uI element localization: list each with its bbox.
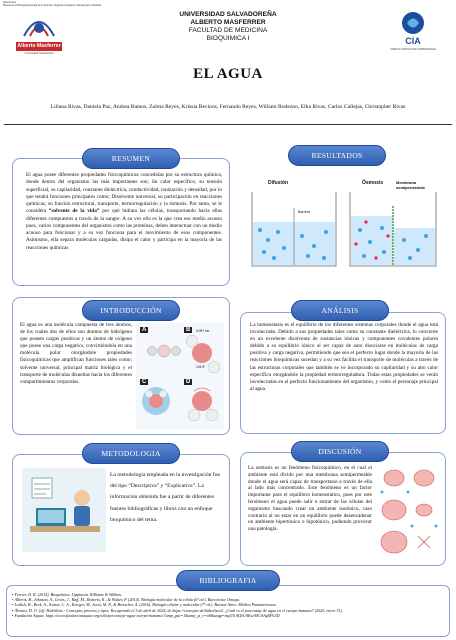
bibliography-list	[12, 592, 446, 618]
discusion-text: La osmosis es un fenómeno fisicoquímico, en el cual el ambiente está divido por una membrana semipermeable donde el agua será capaz de transportarse a través de ella al lado más concentrado. Este fenómeno es un factor importante para el equilibrio homeostático, pues por este fenómeno el agua puede salir o entrar de las células del organismo buscando crear un ambiente isotónico, caso contrario al no estar en un equilibrio puede desencadenar un ambiente hipertónico o hipotónico, pudiendo provocar una patología.	[248, 465, 372, 533]
university-name: UNIVERSIDAD SALVADOREÑA	[179, 11, 277, 18]
label-difusion: Difusión	[268, 180, 288, 186]
introduccion-text: El agua es una molécula compuesta de tres átomos, de los cuales dos de ellos son átomos de hidrógeno que poseen cargas positivas y un átomo de oxígeno que posee una carga negativa, convirtiéndola en una molécula polar otorgándole propiedades fisicoquímicas que amplifican funciones tales como: solvente universal, principal matriz biológica y el transporte de moléculas disueltas hacia los diferentes compartimientos corporales.	[20, 322, 132, 385]
research-illustration	[22, 468, 106, 552]
logo-left-sub: Universidad Salvadoreña	[24, 52, 54, 55]
university-logo	[4, 6, 74, 66]
meta-line-2: Manual de la Biologia Elemental de la Quimica. Organica Inorganica. Manual para el Estudio	[3, 3, 102, 7]
panel-c-label: C	[142, 379, 147, 385]
logo-right-text: CIA	[405, 36, 421, 46]
resumen-heading: RESUMEN	[82, 148, 180, 169]
reference-item: • Ferrier, D. R. (2014). Bioquímica. Lippincott Williams & Wilkins.	[12, 592, 446, 597]
bibliografia-heading: BIBLIOGRAFIA	[176, 570, 280, 591]
resumen-text-a: El agua posee diferentes propiedades fisicoquímicas concedidas por su estructura química, donde dentro del organismo las más importantes son; Su calor específico, su tensión superficial, su capilaridad, constante dieléctrica, conductividad, ionización y densidad, por lo que tendrá funciones principales como; Disolvente universal, su participación en reacciones químicas, su función estructural, transporte, termorregulación y la ósmosis. Por tanto, se le considera	[26, 172, 222, 215]
metodologia-text: La metodología empleada en la investigación fue del tipo “Descriptiva” y “Explicativa”. La información obtenida fue a partir de diferentes fuentes bibliográficas y libros con un enfoque bioquímico del tema.	[110, 472, 220, 523]
metodologia-heading: METODOLOGIA	[82, 443, 180, 464]
panel-b-label: B	[186, 327, 191, 333]
header-block	[110, 11, 346, 43]
reference-item: • Fundación Aquae. https://www.fundacionaquae.org/wiki/porcentaje-agua-cuerpo-humano/?amp_gsa=1&amp_js_v=a9&usqp=mq331AQIUAKwASCAAgM%3D	[12, 613, 446, 618]
reference-item: • Lodish, H., Berk, A., Kaiser, C. A., Krieger, M., Scott, M. P., & Bretscher, A. (2016). Biología celular y molecular (7ª ed.). Buenos Aires: Médica Panamericana.	[12, 602, 446, 607]
header-divider	[4, 124, 452, 125]
osmosis-diagram	[238, 170, 448, 282]
analisis-text: La homeostasis es el equilibrio de los diferentes sistemas corporales donde el agua está involucrado. Debido a sus propiedades tales como su constante dieléctrica, lo convierte en un excelente disolvente de sustancias iónicas y componentes covalentes polares debido a su equilibrio iónico al ser capaz de auto disociarse en moléculas de carga positiva y carga negativa, permitiendo que sea el perfecto lugar donde la mayoría de las reacciones bioquímicas sucedan y a su vez facilita el transporte de moléculas a través de las estructuras corporales que también se ve incorporado su capilaridad y su alto calor específico otorgándole la propiedad termorreguladora. Todas estas propiedades se verán involucradas en el perfecto funcionamiento del organismo, y como el personaje principal al agua.	[250, 322, 438, 392]
authors-line: Liliana Rivas, Daniela Paz, Andrea Ramos, Zulma Reyes, Krissia Recinos, Fernando Reyes, William Rodezno, Elba Rivas, Carlos Callejas, Christopher Rivas	[50, 104, 406, 110]
resumen-text	[26, 172, 222, 252]
meta-line-1: Referencias	[3, 1, 16, 4]
poster-title: EL AGUA	[193, 66, 263, 82]
resultados-heading: RESULTADOS	[288, 145, 386, 166]
university-subname: ALBERTO MASFERRER	[190, 19, 266, 26]
resumen-text-bold: “solvente de la vida”	[48, 208, 100, 215]
course-name: BIOQUIMICA I	[206, 35, 250, 42]
bond-length-label: 0.097 nm	[196, 329, 210, 333]
discusion-heading: DISCUSIÓN	[291, 441, 389, 462]
introduccion-heading: INTRODUCCIÓN	[82, 300, 180, 321]
label-osmosis: Ósmosis	[362, 180, 384, 186]
reference-item: • Alberts, B., Johnson, A., Lewis, J., Raff, M., Roberts, K., & Walter, P. (2014). Biología molecular de la célula (6ª ed.). Barcelona: Omega.	[12, 597, 446, 602]
logo-left-text: Alberto Masferrer	[17, 43, 61, 49]
cell-tonicity-figure	[374, 462, 442, 560]
label-membrana: Membrana semipermeable	[396, 180, 426, 190]
bond-angle-label: 104.5°	[196, 365, 206, 369]
reference-item: • Álvarez, D. O. (sf). Hidrólisis - Concepto, proceso y tipos. Recuperado el 3 de abril de 2024, de https://concepto.de/hidrolisis/2. ¿Cuál es el porcentaje de agua en el cuerpo humano? (2020, enero 31).	[12, 608, 446, 613]
label-barrera: Barrera	[298, 210, 310, 214]
analisis-heading: ANÁLISIS	[291, 300, 389, 321]
resumen-text-b: por qué hidrata las células, transportando hacia ellas diferentes compuestos a través de la sangre. A su vez ella es la que crea ese medio acuoso pues, varios componentes del organismo como las proteínas, deben interactuar con un medio acuoso para funcionar y a su vez funciona para el movimiento de esos componentes. Asimismo, ella separa moléculas cargadas, disipa el calor y participa en la mayoría de las reacciones químicas	[26, 208, 222, 251]
cia-logo	[378, 6, 448, 66]
faculty-name: FACULTAD DE MEDICINA	[188, 27, 268, 34]
water-molecule-figure	[136, 323, 224, 429]
logo-right-sub: CIENCIA INNOVACION APRENDIZAJE	[390, 48, 436, 51]
panel-a-label: A	[142, 327, 147, 333]
panel-d-label: D	[186, 379, 191, 385]
